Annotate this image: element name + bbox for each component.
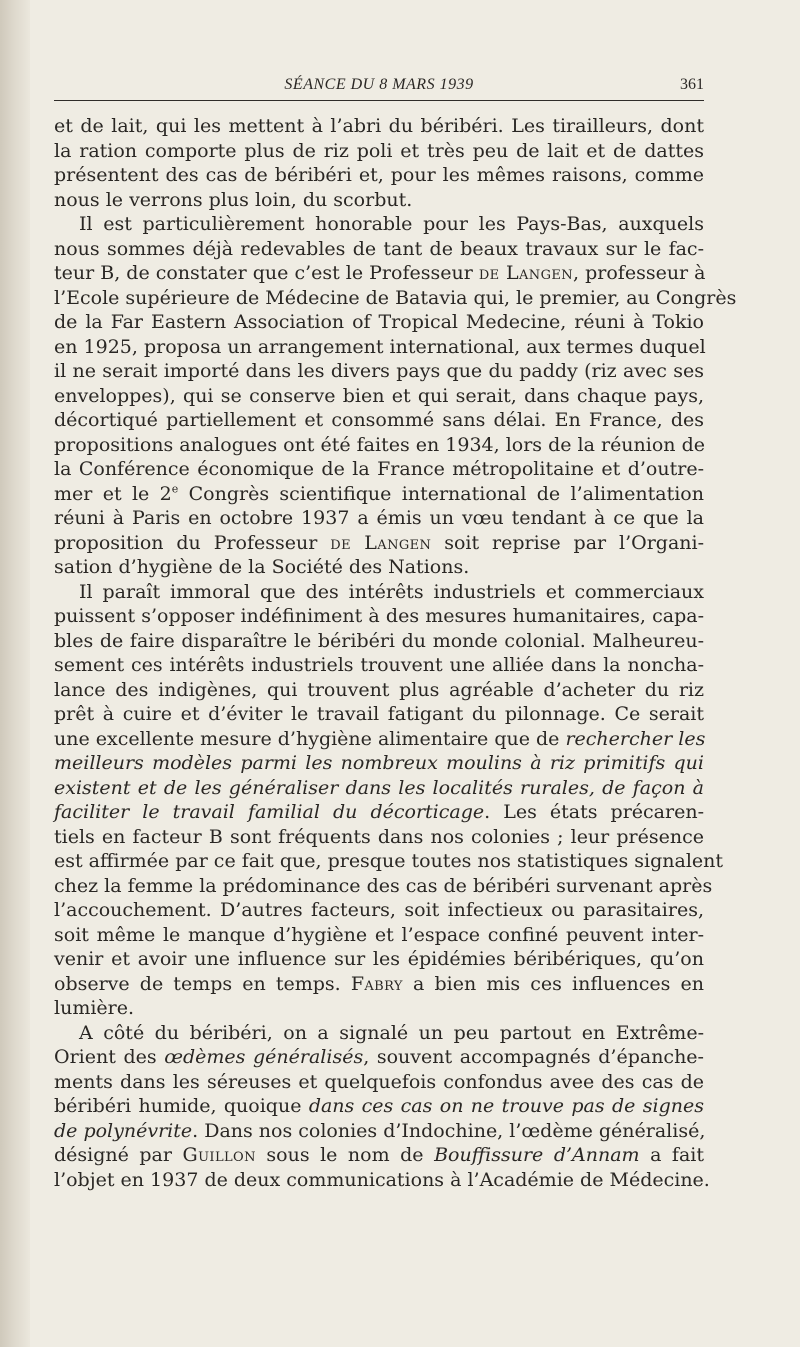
text-span: l’objet en 1937 de deux communications à l’Académie de Médecine. bbox=[54, 1168, 710, 1191]
text-span: est affirmée par ce fait que, presque toutes nos statistiques signalent bbox=[54, 850, 724, 872]
text-span: et de lait, qui les mettent à l’abri du béribéri. Les tirailleurs, dont bbox=[54, 115, 704, 137]
emphasis-text: meilleurs modèles parmi les nombreux moulins à riz primitifs qui bbox=[54, 752, 704, 774]
text-span: bles de faire disparaître le béribéri du monde colonial. Malheureu- bbox=[54, 629, 704, 652]
book-page bbox=[54, 70, 737, 1192]
text-line bbox=[54, 1168, 710, 1193]
emphasis-text: Bouffissure d’Annam bbox=[434, 1144, 640, 1166]
text-line bbox=[54, 335, 704, 360]
emphasis-text: dans ces cas on ne trouve pas de signes bbox=[308, 1095, 704, 1117]
text-span: sation d’hygiène de la Société des Nations. bbox=[54, 556, 470, 578]
text-span: , professeur à bbox=[573, 262, 706, 284]
running-title: SÉANCE DU 8 MARS 1939 bbox=[284, 76, 474, 93]
text-line bbox=[54, 384, 704, 409]
text-line bbox=[54, 604, 704, 629]
text-span: venir et avoir une influence sur les épidémies béribériques, qu’on bbox=[54, 948, 704, 970]
emphasis-text: rechercher les bbox=[565, 727, 706, 750]
text-line bbox=[54, 629, 704, 654]
text-span: désigné par bbox=[54, 1144, 183, 1166]
text-line bbox=[54, 972, 704, 997]
text-line bbox=[54, 1070, 704, 1095]
body-text bbox=[54, 114, 737, 1192]
text-span: . Les états précaren- bbox=[484, 801, 704, 823]
text-span: a fait bbox=[639, 1144, 704, 1166]
text-span: chez la femme la prédominance des cas de béribéri survenant après bbox=[54, 874, 713, 897]
running-head bbox=[54, 70, 704, 96]
text-span: a bien mis ces influences en bbox=[402, 972, 704, 995]
text-line bbox=[54, 800, 704, 825]
text-span: une excellente mesure d’hygiène alimentaire que de bbox=[54, 727, 566, 750]
text-span: présentent des cas de béribéri et, pour les mêmes raisons, comme bbox=[54, 164, 704, 186]
text-span: nous sommes déjà redevables de tant de beaux travaux sur le fac- bbox=[54, 237, 704, 260]
text-line bbox=[54, 653, 704, 678]
text-span: proposition du Professeur bbox=[54, 531, 331, 554]
text-span: observe de temps en temps. bbox=[54, 972, 351, 995]
text-span: réuni à Paris en octobre 1937 a émis un vœu tendant à ce que la bbox=[54, 507, 704, 529]
text-span: l’accouchement. D’autres facteurs, soit infectieux ou parasitaires, bbox=[54, 899, 704, 921]
book-spine-shadow bbox=[0, 0, 30, 1347]
text-line bbox=[54, 849, 724, 874]
emphasis-text: œdèmes généralisés bbox=[164, 1046, 364, 1068]
text-line bbox=[54, 1143, 704, 1168]
author-name: de Langen bbox=[330, 531, 432, 554]
author-name: Fabry bbox=[350, 972, 403, 995]
text-span: nous le verrons plus loin, du scorbut. bbox=[54, 188, 413, 211]
text-line bbox=[54, 212, 704, 237]
text-line bbox=[54, 1094, 704, 1119]
text-span: sement ces intérêts industriels trouvent une alliée dans la noncha- bbox=[54, 654, 704, 676]
text-span: Congrès scientifique international de l’alimentation bbox=[178, 482, 704, 505]
text-span: soit même le manque d’hygiène et l’espace confiné peuvent inter- bbox=[54, 923, 704, 946]
emphasis-text: existent et de les généraliser dans les localités rurales, de façon à bbox=[54, 776, 704, 799]
author-name: Guillon bbox=[182, 1144, 256, 1166]
text-span: il ne serait importé dans les divers pays que du paddy (riz avec ses bbox=[54, 360, 704, 382]
text-span: A côté du béribéri, on a signalé un peu partout en Extrême- bbox=[79, 1021, 704, 1044]
text-span: la ration comporte plus de riz poli et très peu de lait et de dattes bbox=[54, 139, 704, 162]
text-line bbox=[54, 947, 704, 972]
text-line bbox=[54, 1119, 704, 1144]
text-span: mer et le 2 bbox=[54, 482, 172, 505]
text-line bbox=[54, 555, 704, 580]
text-line bbox=[54, 359, 704, 384]
text-line bbox=[54, 1045, 704, 1070]
text-line bbox=[54, 874, 713, 899]
text-span: Orient des bbox=[54, 1046, 165, 1068]
text-span: Il paraît immoral que des intérêts industriels et commerciaux bbox=[79, 580, 704, 603]
text-span: Il est particulièrement honorable pour les Pays-Bas, auxquels bbox=[79, 213, 704, 235]
text-span: teur B, de constater que c’est le Professeur bbox=[54, 262, 479, 284]
text-span: lumière. bbox=[54, 997, 135, 1019]
text-line bbox=[54, 408, 704, 433]
text-span: lance des indigènes, qui trouvent plus agréable d’acheter du riz bbox=[54, 678, 704, 701]
text-span: , souvent accompagnés d’épanche- bbox=[363, 1046, 704, 1068]
text-line bbox=[54, 482, 704, 507]
text-line bbox=[54, 433, 704, 458]
emphasis-text: faciliter le travail familial du décorticage bbox=[54, 801, 485, 823]
text-line bbox=[54, 457, 704, 482]
text-line bbox=[54, 139, 704, 164]
text-span: de la Far Eastern Association of Tropical Medecine, réuni à Tokio bbox=[54, 311, 704, 333]
text-line bbox=[54, 1021, 704, 1046]
text-line bbox=[54, 237, 704, 262]
text-line bbox=[54, 678, 704, 703]
text-span: ments dans les séreuses et quelquefois confondus avee des cas de bbox=[54, 1070, 704, 1093]
text-line bbox=[54, 261, 704, 286]
text-span: prêt à cuire et d’éviter le travail fatigant du pilonnage. Ce serait bbox=[54, 703, 704, 725]
text-span: la Conférence économique de la France métropolitaine et d’outre- bbox=[54, 458, 704, 480]
text-line bbox=[54, 188, 704, 213]
text-line bbox=[54, 898, 704, 923]
author-name: de Langen bbox=[478, 262, 574, 284]
text-line bbox=[54, 751, 704, 776]
text-line bbox=[54, 114, 704, 139]
text-line bbox=[54, 286, 737, 311]
text-span: soit reprise par l’Organi- bbox=[431, 531, 705, 554]
superscript: e bbox=[171, 482, 179, 496]
text-span: l’Ecole supérieure de Médecine de Batavia qui, le premier, au Congrès bbox=[54, 286, 737, 309]
text-span: sous le nom de bbox=[255, 1144, 435, 1166]
text-line bbox=[54, 776, 704, 801]
text-span: enveloppes), qui se conserve bien et qui serait, dans chaque pays, bbox=[54, 384, 704, 407]
header-rule bbox=[54, 100, 704, 101]
text-line bbox=[54, 727, 704, 752]
text-line bbox=[54, 923, 704, 948]
text-span: puissent s’opposer indéfiniment à des mesures humanitaires, capa- bbox=[54, 605, 704, 627]
page-number: 361 bbox=[680, 76, 704, 93]
text-line bbox=[54, 310, 704, 335]
text-line bbox=[54, 506, 704, 531]
emphasis-text: de polynévrite bbox=[54, 1119, 193, 1142]
text-line bbox=[54, 580, 704, 605]
text-span: décortiqué partiellement et consommé sans délai. En France, des bbox=[54, 409, 704, 431]
text-line bbox=[54, 996, 704, 1021]
text-line bbox=[54, 531, 704, 556]
text-line bbox=[54, 163, 704, 188]
text-span: en 1925, proposa un arrangement international, aux termes duquel bbox=[54, 335, 706, 358]
text-span: . Dans nos colonies d’Indochine, l’œdème généralisé, bbox=[192, 1119, 706, 1142]
text-line bbox=[54, 825, 704, 850]
text-span: béribéri humide, quoique bbox=[54, 1095, 309, 1117]
text-span: propositions analogues ont été faites en 1934, lors de la réunion de bbox=[54, 433, 705, 456]
text-line bbox=[54, 702, 704, 727]
text-span: tiels en facteur B sont fréquents dans nos colonies ; leur présence bbox=[54, 825, 704, 848]
